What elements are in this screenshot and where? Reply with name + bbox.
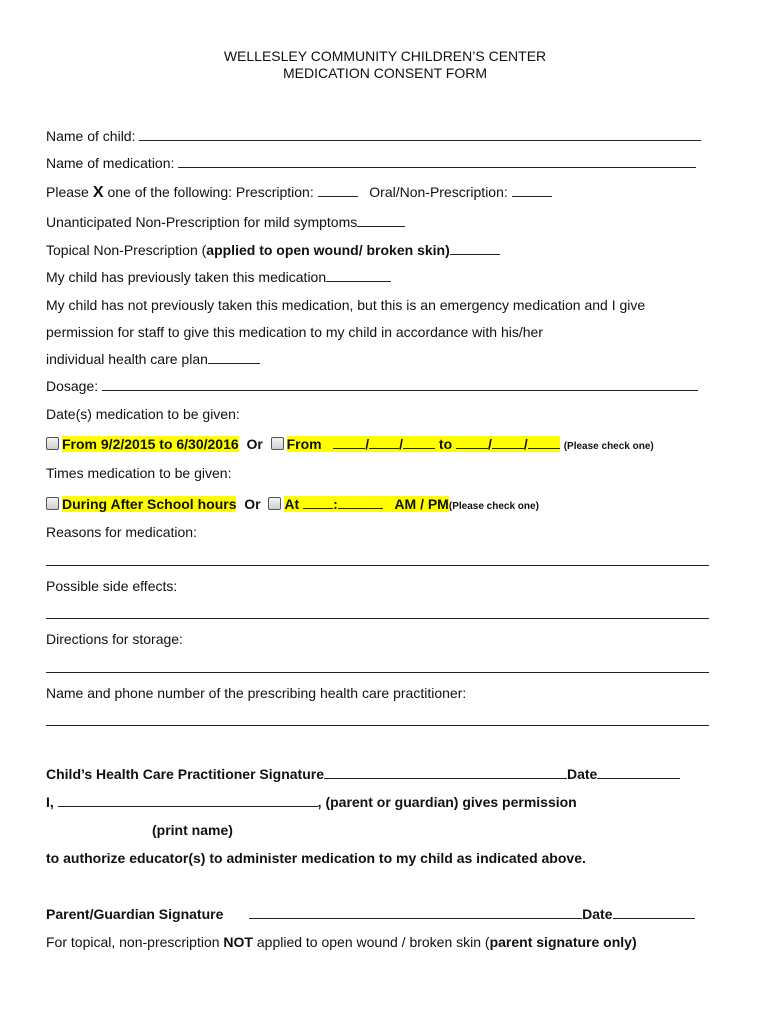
time-option1-label: During After School hours [62,496,237,512]
minute-field[interactable] [338,495,383,509]
topical-row [46,241,500,259]
time-option2-group [284,496,448,512]
date-or-label: Or [246,436,263,452]
to-year-field[interactable] [528,435,560,449]
previously-taken-field[interactable] [326,268,391,282]
to-day-field[interactable] [492,435,524,449]
side-effects-label: Possible side effects: [46,578,178,594]
time-at-label: At [284,496,300,512]
date-to-label: to [438,436,453,452]
unanticipated-field[interactable] [357,213,405,227]
from-month-field[interactable] [333,435,365,449]
topical-note [46,933,637,951]
please-label: Please [46,184,89,200]
reasons-field[interactable] [46,565,709,566]
previously-taken-row [46,268,391,286]
oral-field[interactable] [512,183,552,197]
parent-date-label: Date [582,906,613,922]
form-header [0,48,770,82]
parent-signature-field[interactable] [249,905,582,919]
from-slash-2: / [399,436,404,452]
dosage-label: Dosage: [46,378,99,394]
side-effects-field[interactable] [46,618,709,619]
child-name-row [46,127,701,145]
not-previously-line-3 [46,350,260,368]
time-check-one-note: (Please check one) [448,501,539,512]
from-slash-1: / [365,436,370,452]
parent-signature-label: Parent/Guardian Signature [46,906,224,922]
storage-label: Directions for storage: [46,631,183,647]
date-check-one-note: (Please check one) [563,441,654,452]
print-name-label: (print name) [152,822,233,838]
times-given-label: Times medication to be given: [46,465,232,481]
prescription-field[interactable] [318,183,358,197]
practitioner-date-field[interactable] [597,765,680,779]
practitioner-signature-row [46,765,680,783]
previously-taken-label: My child has previously taken this medication [46,269,327,285]
oral-label: Oral/Non-Prescription: [369,184,508,200]
child-name-field[interactable] [139,127,701,141]
storage-field[interactable] [46,672,709,673]
parent-permission-row [46,793,577,811]
parent-print-name-field[interactable] [58,793,318,807]
authorize-statement: to authorize educator(s) to administer medication to my child as indicated above. [46,850,586,866]
topical-bold-label: applied to open wound/ broken skin) [206,242,450,258]
not-previously-line-2: permission for staff to give this medication to my child in accordance with his/her [46,324,543,340]
topical-note-part1: For topical, non-prescription [46,934,224,950]
medication-type-row [46,183,552,202]
date-option1-label: From 9/2/2015 to 6/30/2016 [62,436,239,452]
medication-name-row [46,154,696,172]
date-option1-checkbox[interactable] [46,437,59,450]
medication-name-field[interactable] [178,154,696,168]
parent-signature-row [46,905,695,923]
time-option1-checkbox[interactable] [46,497,59,510]
health-plan-label: individual health care plan [46,351,208,367]
form-title: MEDICATION CONSENT FORM [282,65,488,81]
to-month-field[interactable] [456,435,488,449]
prescription-label: one of the following: Prescription: [107,184,314,200]
topical-field[interactable] [450,244,500,255]
time-options-row [46,495,539,516]
org-name: WELLESLEY COMMUNITY CHILDREN’S CENTER [223,48,547,64]
to-slash-1: / [488,436,492,452]
date-options-row [46,435,654,456]
practitioner-signature-label: Child’s Health Care Practitioner Signature [46,766,324,782]
from-year-field[interactable] [403,435,435,449]
ampm-label: AM / PM [394,496,449,512]
date-option2-group [287,436,560,452]
topical-label: Topical Non-Prescription ( [46,242,207,258]
date-option2-checkbox[interactable] [271,437,284,450]
dosage-row [46,377,698,395]
practitioner-contact-field[interactable] [46,725,709,726]
gives-permission-label: , (parent or guardian) gives permission [317,794,577,810]
from-day-field[interactable] [369,435,399,449]
time-colon: : [333,496,338,512]
medication-name-label: Name of medication: [46,155,175,171]
dates-given-label: Date(s) medication to be given: [46,406,240,422]
health-plan-field[interactable] [208,350,260,364]
to-slash-2: / [523,436,528,452]
practitioner-signature-field[interactable] [324,765,567,779]
unanticipated-label: Unanticipated Non-Prescription for mild symptoms [46,214,358,230]
unanticipated-row [46,213,405,231]
practitioner-contact-label: Name and phone number of the prescribing health care practitioner: [46,685,467,701]
child-name-label: Name of child: [46,128,136,144]
topical-note-not: NOT [223,934,253,950]
hour-field[interactable] [303,495,333,509]
time-or-label: Or [244,496,261,512]
not-previously-line-1: My child has not previously taken this medication, but this is an emergency medication and I give [46,297,646,313]
i-label: I, [46,794,54,810]
reasons-label: Reasons for medication: [46,524,197,540]
x-mark: X [92,184,104,201]
dosage-field[interactable] [102,377,698,391]
topical-note-bold: parent signature only) [489,934,637,950]
date-from-label: From [286,436,322,452]
parent-date-field[interactable] [613,905,695,919]
practitioner-date-label: Date [567,766,598,782]
time-option2-checkbox[interactable] [268,497,281,510]
topical-note-part2: applied to open wound / broken skin ( [252,934,490,950]
